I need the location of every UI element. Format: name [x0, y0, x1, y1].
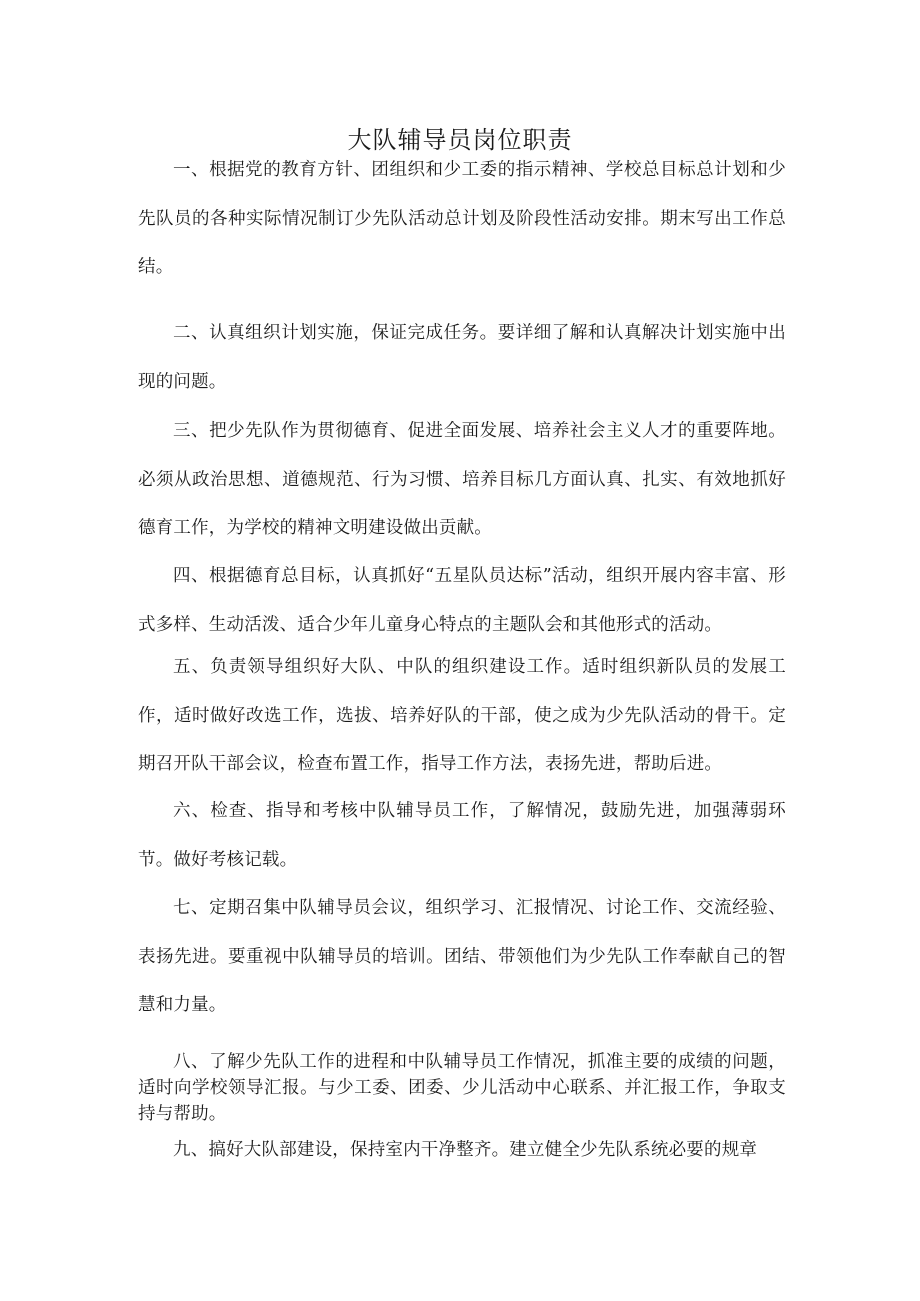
paragraph-8: 八、了解少先队工作的进程和中队辅导员工作情况，抓准主要的成绩的问题，适时向学校领导汇报。与少工委、团委、少儿活动中心联系、并汇报工作，争取支持与帮助。 — [138, 1052, 786, 1124]
paragraph-6: 六、检查、指导和考核中队辅导员工作，了解情况，鼓励先进，加强薄弱环节。做好考核记载。 — [138, 801, 786, 870]
document-title: 大队辅导员岗位职责 — [347, 126, 573, 154]
paragraph-2: 二、认真组织计划实施，保证完成任务。要详细了解和认真解决计划实施中出现的问题。 — [138, 323, 786, 392]
paragraph-9: 九、搞好大队部建设，保持室内干净整齐。建立健全少先队系统必要的规章 — [173, 1140, 758, 1160]
paragraph-5: 五、负责领导组织好大队、中队的组织建设工作。适时组织新队员的发展工作，适时做好改选工作，选拔、培养好队的干部，使之成为少先队活动的骨干。定期召开队干部会议，检查布置工作，指导工作方法，表扬先进，帮助后进。 — [138, 657, 786, 774]
paragraph-1: 一、根据党的教育方针、团组织和少工委的指示精神、学校总目标总计划和少先队员的各种实际情况制订少先队活动总计划及阶段性活动安排。期末写出工作总结。 — [138, 160, 786, 277]
paragraph-7: 七、定期召集中队辅导员会议，组织学习、汇报情况、讨论工作、交流经验、表扬先进。要重视中队辅导员的培训。团结、带领他们为少先队工作奉献自己的智慧和力量。 — [138, 898, 786, 1015]
paragraph-3: 三、把少先队作为贯彻德育、促进全面发展、培养社会主义人才的重要阵地。必须从政治思想、道德规范、行为习惯、培养目标几方面认真、扎实、有效地抓好德育工作，为学校的精神文明建设做出贡献。 — [138, 421, 786, 538]
paragraph-4: 四、根据德育总目标，认真抓好“五星队员达标”活动，组织开展内容丰富、形式多样、生动活泼、适合少年儿童身心特点的主题队会和其他形式的活动。 — [138, 566, 786, 635]
